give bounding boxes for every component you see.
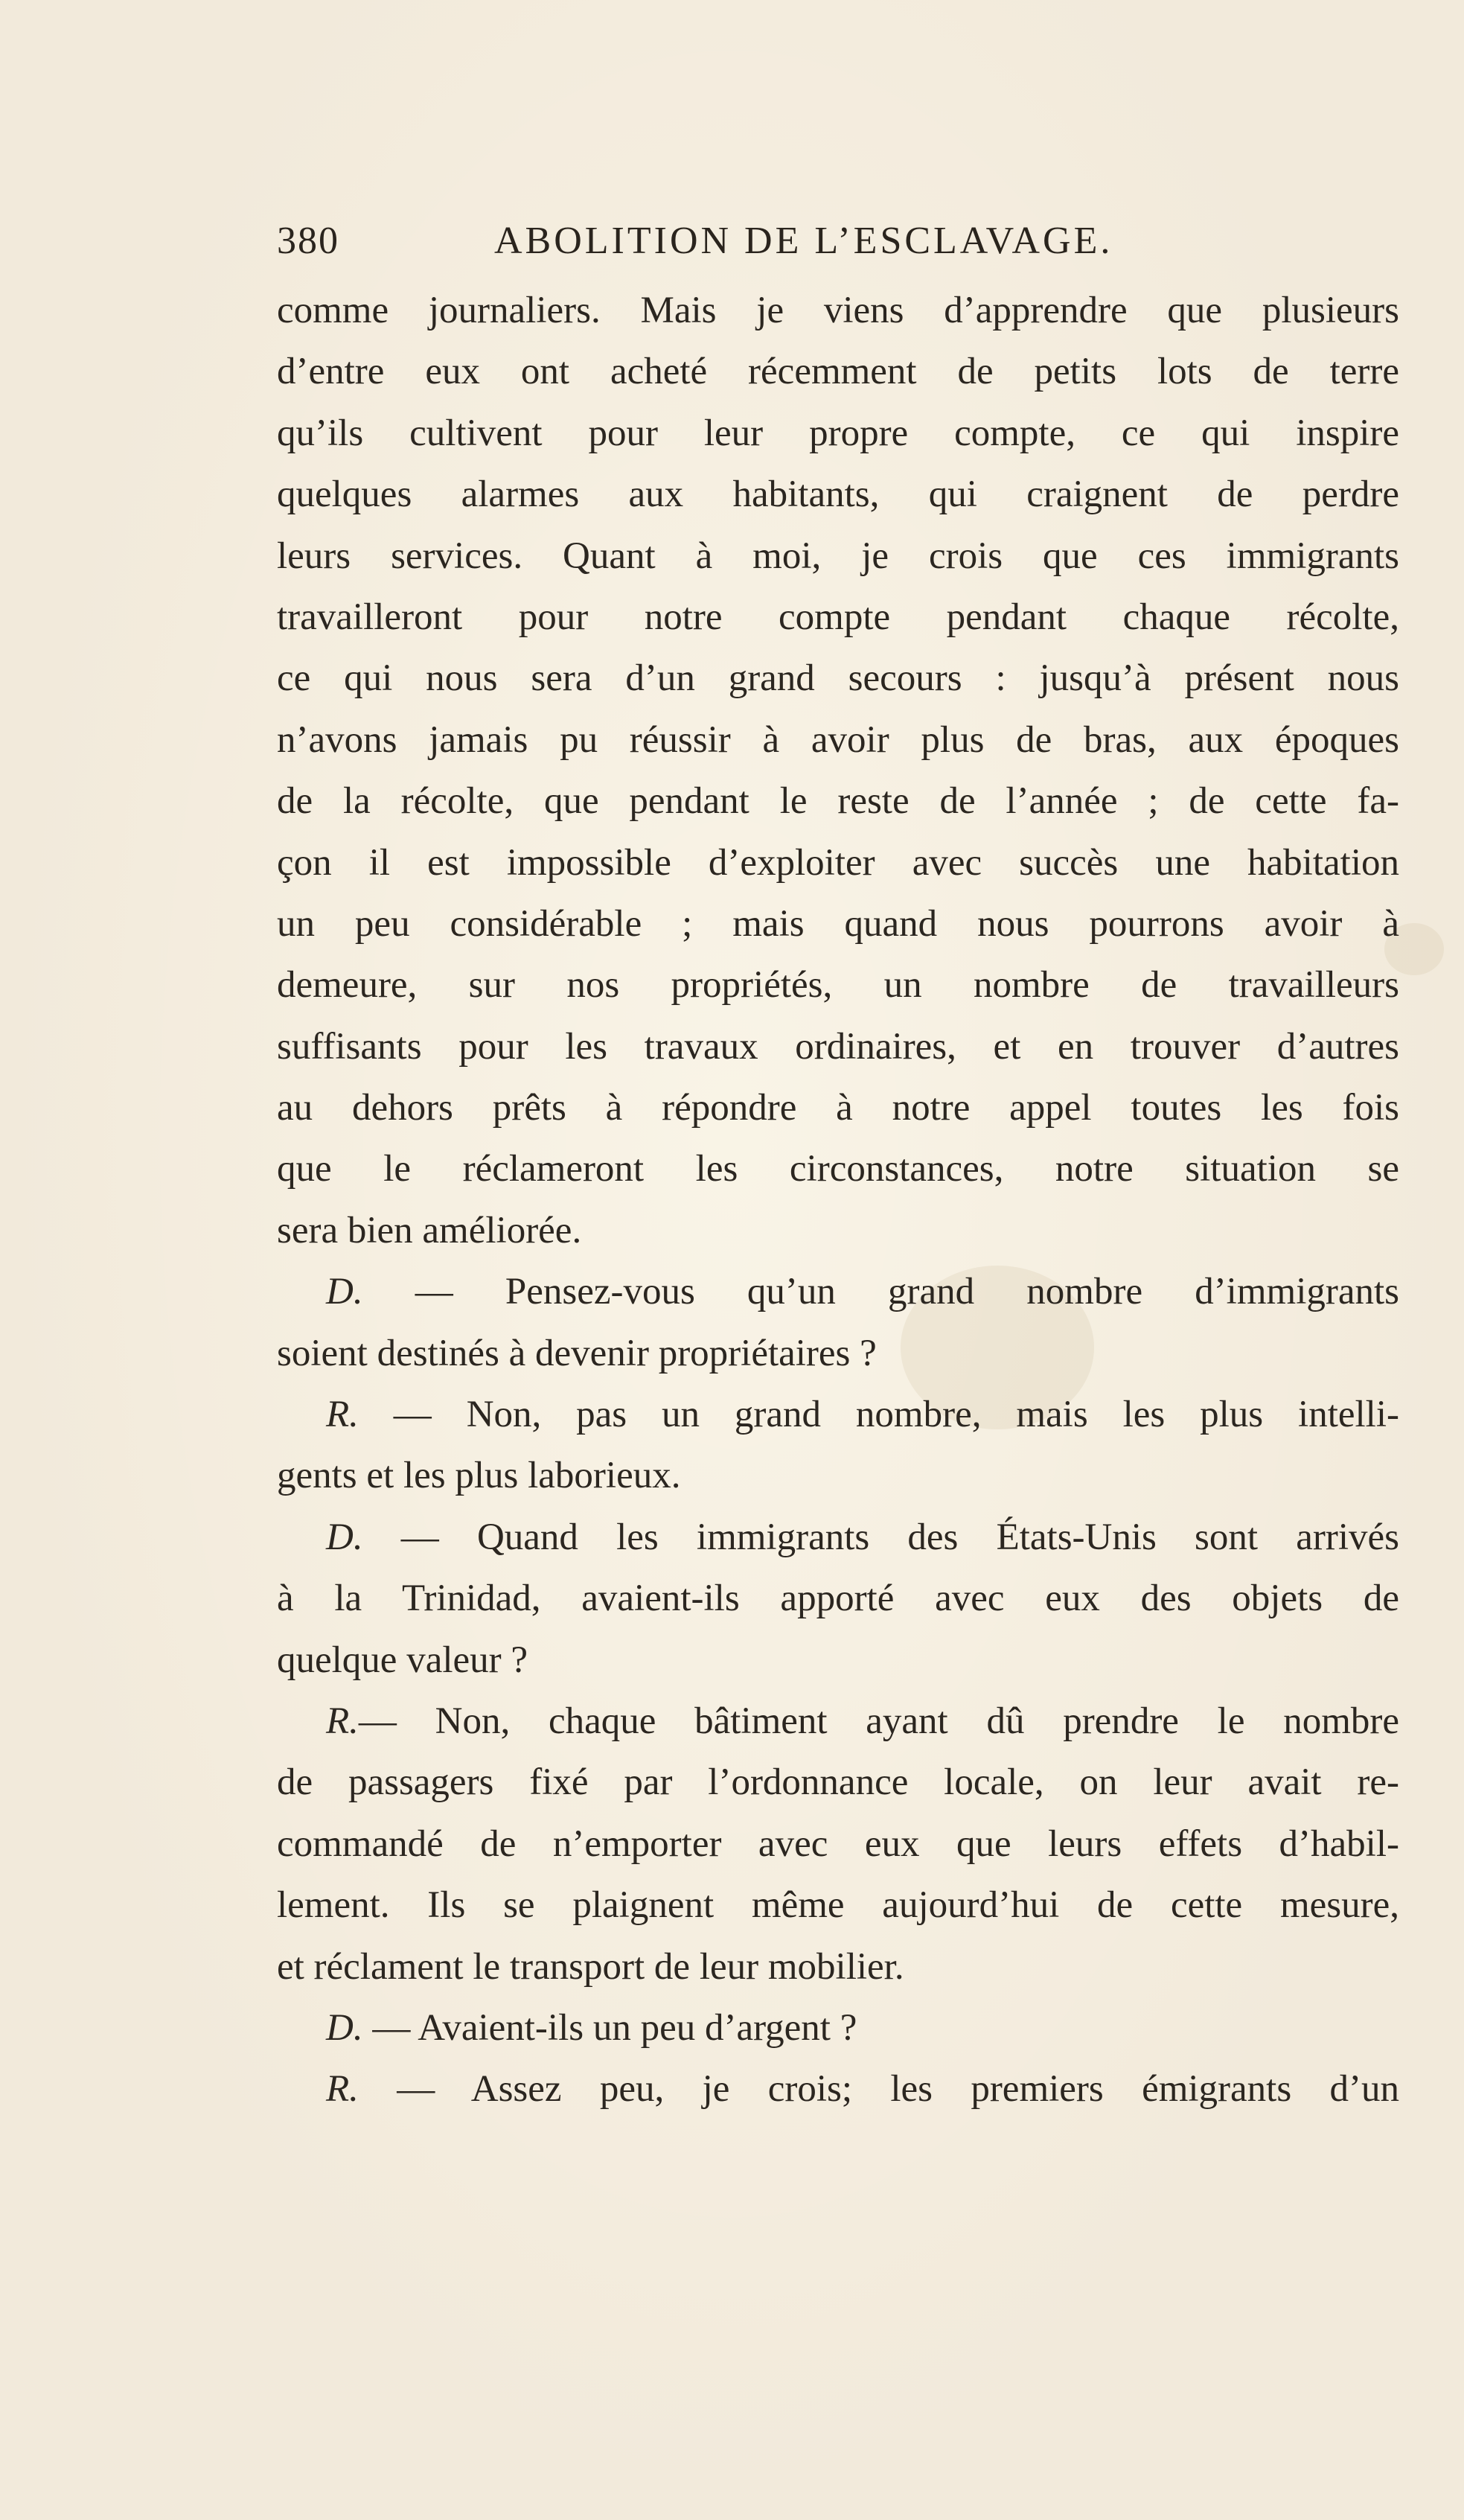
line-text: gents et les plus laborieux. xyxy=(277,1455,681,1497)
line-text: à la Trinidad, avaient-ils apporté avec eux des objets de xyxy=(277,1578,1399,1620)
text-line xyxy=(277,1875,1399,1936)
text-line xyxy=(277,403,1399,464)
line-text: — Avaient-ils un peu d’argent ? xyxy=(362,2006,857,2049)
line-text: — Assez peu, je crois; les premiers émigrants d’un xyxy=(358,2068,1399,2111)
text-line xyxy=(277,1261,1399,1322)
line-text: quelques alarmes aux habitants, qui craignent de perdre xyxy=(277,473,1399,516)
line-text: et réclament le transport de leur mobilier. xyxy=(277,1945,904,1988)
line-text: travailleront pour notre compte pendant chaque récolte, xyxy=(277,596,1399,638)
line-text: ce qui nous sera d’un grand secours : jusqu’à présent nous xyxy=(277,657,1399,700)
line-text: — Non, pas un grand nombre, mais les plus intelli- xyxy=(358,1394,1399,1436)
speaker-label: D. xyxy=(326,1271,363,1313)
page-number: 380 xyxy=(277,220,339,262)
line-text: lement. Ils se plaignent même aujourd’hui de cette mesure, xyxy=(277,1884,1399,1927)
text-line xyxy=(277,648,1399,709)
text-line xyxy=(277,280,1399,341)
text-line xyxy=(277,1138,1399,1199)
line-text: qu’ils cultivent pour leur propre compte, ce qui inspire xyxy=(277,412,1399,454)
text-line xyxy=(277,709,1399,771)
line-text: — Quand les immigrants des États-Unis sont arrivés xyxy=(362,1516,1399,1558)
text-line xyxy=(277,341,1399,402)
line-text: que le réclameront les circonstances, notre situation se xyxy=(277,1148,1399,1190)
line-text: soient destinés à devenir propriétaires ? xyxy=(277,1332,877,1374)
text-line xyxy=(277,1077,1399,1138)
text-line xyxy=(277,1691,1399,1752)
speaker-label: R. xyxy=(326,1394,359,1436)
speaker-label: R. xyxy=(326,2068,359,2111)
speaker-label: R. xyxy=(326,1700,359,1742)
line-text: quelque valeur ? xyxy=(277,1639,528,1681)
line-text: sera bien améliorée. xyxy=(277,1209,582,1251)
line-text: de la récolte, que pendant le reste de l’année ; de cette fa- xyxy=(277,780,1399,823)
text-line xyxy=(277,464,1399,525)
line-text: leurs services. Quant à moi, je crois que ces immigrants xyxy=(277,535,1399,577)
text-line xyxy=(277,1200,1399,1261)
text-block xyxy=(277,219,1399,2120)
text-line xyxy=(277,893,1399,954)
text-line xyxy=(277,2058,1399,2119)
text-line xyxy=(277,1630,1399,1691)
line-text: comme journaliers. Mais je viens d’apprendre que plusieurs xyxy=(277,290,1399,331)
text-line xyxy=(277,1384,1399,1445)
running-head xyxy=(277,219,1399,280)
text-line xyxy=(277,771,1399,832)
line-text: au dehors prêts à répondre à notre appel toutes les fois xyxy=(277,1087,1399,1129)
text-line xyxy=(277,1997,1399,2058)
text-line xyxy=(277,1752,1399,1813)
line-text: suffisants pour les travaux ordinaires, et en trouver d’autres xyxy=(277,1025,1399,1068)
text-line xyxy=(277,1323,1399,1384)
line-text: — Non, chaque bâtiment ayant dû prendre le nombre xyxy=(358,1700,1399,1742)
text-line xyxy=(277,526,1399,587)
text-line xyxy=(277,832,1399,893)
line-text: çon il est impossible d’exploiter avec succès une habitation xyxy=(277,841,1399,884)
speaker-label: D. xyxy=(326,2006,363,2049)
text-line xyxy=(277,1568,1399,1629)
line-text: un peu considérable ; mais quand nous pourrons avoir à xyxy=(277,902,1399,945)
line-text: demeure, sur nos propriétés, un nombre de travailleurs xyxy=(277,964,1399,1007)
text-line xyxy=(277,1445,1399,1506)
line-text: commandé de n’emporter avec eux que leurs effets d’habil- xyxy=(277,1822,1399,1865)
speaker-label: D. xyxy=(326,1516,363,1558)
text-line xyxy=(277,1016,1399,1077)
text-line xyxy=(277,1936,1399,1997)
line-text: n’avons jamais pu réussir à avoir plus de bras, aux époques xyxy=(277,718,1399,761)
body-text xyxy=(277,280,1399,2120)
running-title: ABOLITION DE L’ESCLAVAGE. xyxy=(494,220,1113,262)
text-line xyxy=(277,587,1399,648)
line-text: de passagers fixé par l’ordonnance locale, on leur avait re- xyxy=(277,1761,1399,1804)
line-text: d’entre eux ont acheté récemment de petits lots de terre xyxy=(277,351,1399,393)
text-line xyxy=(277,954,1399,1015)
text-line xyxy=(277,1814,1399,1875)
line-text: — Pensez-vous qu’un grand nombre d’immigrants xyxy=(362,1271,1399,1313)
text-line xyxy=(277,1507,1399,1568)
